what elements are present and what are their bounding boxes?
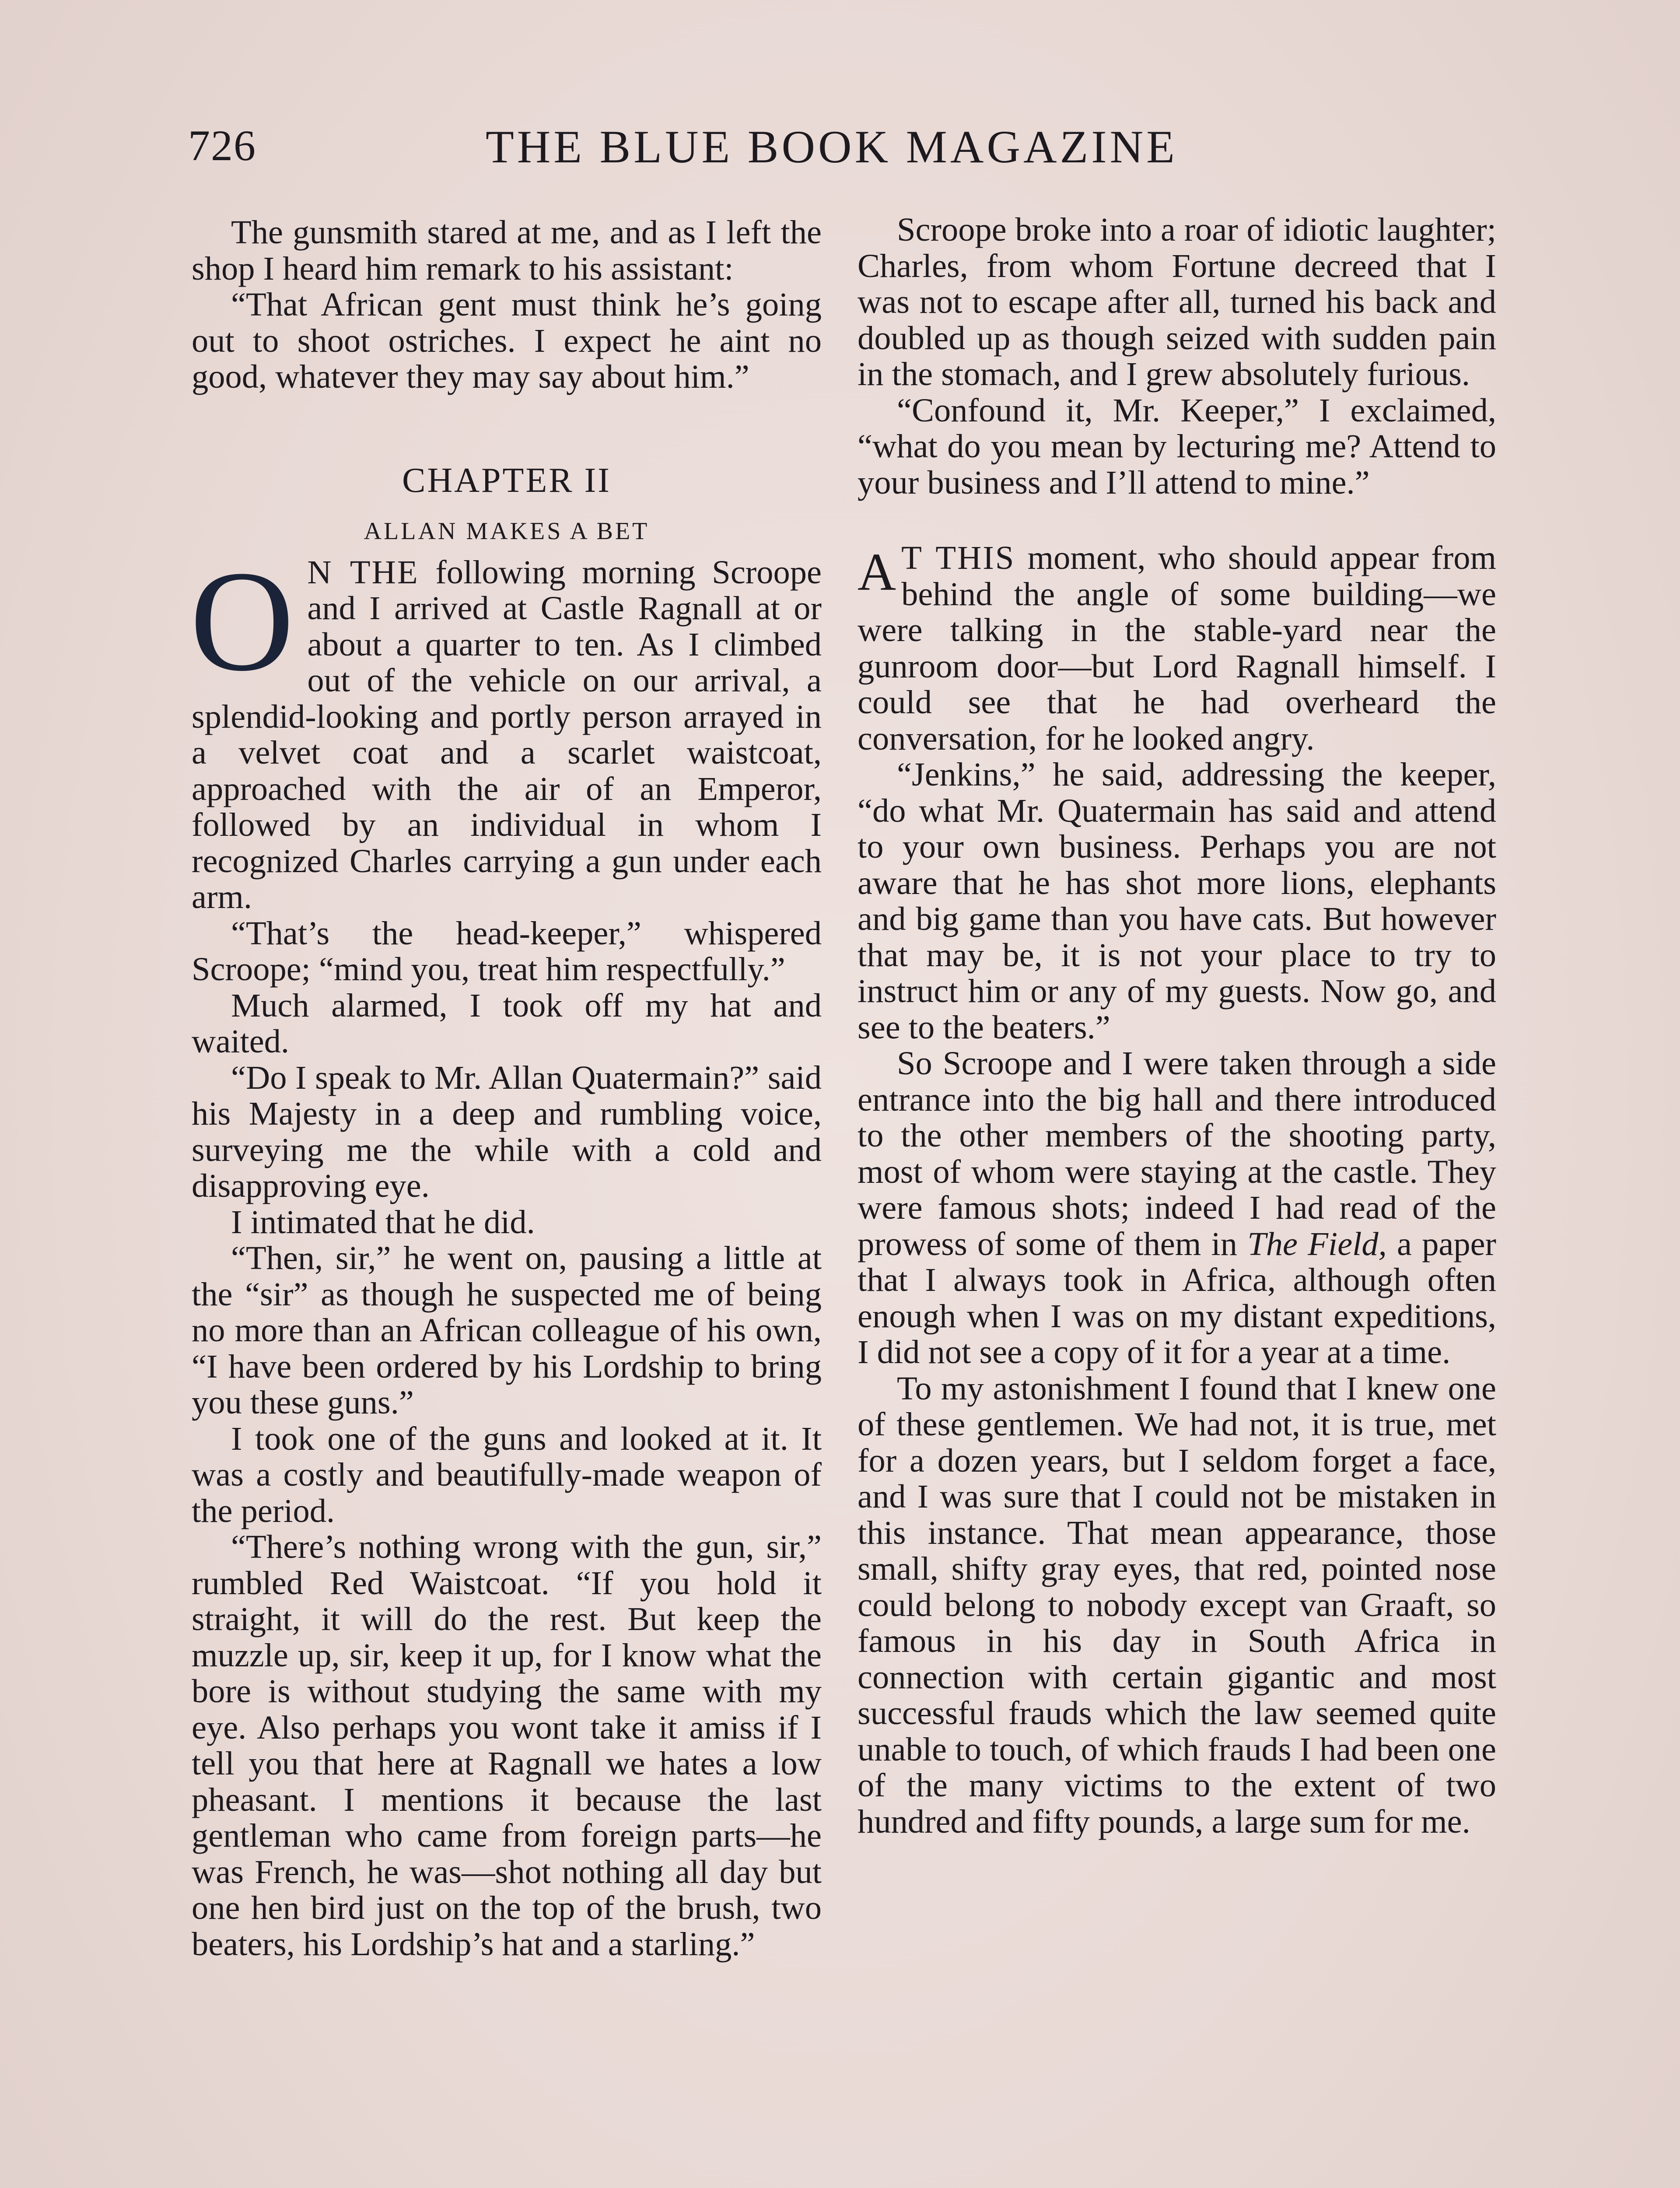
paragraph: I took one of the guns and looked at it. It was a costly and beautifully-made weapon of the period.: [192, 1420, 822, 1529]
right-column: [858, 212, 1496, 1840]
paragraph: The gunsmith stared at me, and as I left the shop I heard him remark to his assistant:: [192, 214, 822, 287]
section-break: [858, 501, 1496, 540]
paragraph-text: moment, who should appear from behind the angle of some building—we were talking in the stable-yard near the gunroom door—but Lord Ragnall himself. I could see that he had overheard the conversation, for he looked angry.: [858, 539, 1497, 757]
paragraph: “Confound it, Mr. Keeper,” I exclaimed, “what do you mean by lecturing me? Attend to your business and I’ll attend to mine.”: [858, 391, 1496, 501]
paragraph: “Do I speak to Mr. Allan Quatermain?” said his Majesty in a deep and rumbling voice, surveying me the while with a cold and disapproving eye.: [192, 1059, 822, 1204]
page-number: 726: [188, 121, 256, 170]
drop-cap: O: [190, 541, 294, 701]
paragraph: “There’s nothing wrong with the gun, sir,” rumbled Red Waistcoat. “If you hold it straight, it will do the rest. But keep the muzzle up, sir, keep it up, for I know what the bore is without studying the same with my eye. Also perhaps you wont take it amiss if I tell you that here at Ragnall we hates a low pheasant. I mentions it because the last gentleman who came from foreign parts—he was French, he was—shot nothing all day but one hen bird just on the top of the brush, two beaters, his Lordship’s hat and a starling.”: [192, 1528, 822, 1963]
paragraph: “That African gent must think he’s going out to shoot ostriches. I expect he aint no good, whatever they may say about him.”: [192, 286, 822, 395]
paragraph: Much alarmed, I took off my hat and waited.: [192, 986, 822, 1060]
paragraph-text: following morning Scroope and I arrived at Castle Ragnall at or about a quarter to ten. As I climbed out of the vehicle on our arrival, a splendid-looking and portly person arrayed in a velvet coat and a scarlet waistcoat, approached with the air of an Emperor, followed by an individual in whom I recognized Charles carrying a gun under each arm.: [192, 553, 822, 915]
paragraph: To my astonishment I found that I knew one of these gentlemen. We had not, it is true, met for a dozen years, but I seldom forget a face, and I was sure that I could not be mistaken in this instance. That mean appearance, those small, shifty gray eyes, that red, pointed nose could belong to nobody except van Graaft, so famous in his day in South Africa in connection with certain gigantic and most successful frauds which the law seemed quite unable to touch, of which frauds I had been one of the many victims to the extent of two hundred and fifty pounds, a large sum for me.: [858, 1369, 1496, 1840]
chapter-heading: CHAPTER II: [402, 461, 611, 500]
left-column: [192, 214, 822, 1962]
paragraph: [858, 1045, 1496, 1371]
chapter-subtitle: ALLAN MAKES A BET: [364, 517, 650, 545]
paragraph-text: a paper that I always took in Africa, although often enough when I was on my distant expeditions, I did not see a copy of it for a year at a time.: [858, 1225, 1496, 1371]
section-opening-paragraph: [858, 540, 1496, 757]
chapter-opening-paragraph: [190, 541, 822, 915]
opening-words: T THIS: [901, 539, 1015, 576]
publication-title: The Field,: [1247, 1225, 1387, 1262]
paragraph: “Then, sir,” he went on, pausing a little at the “sir” as though he suspected me of being no more than an African colleague of his own, “I have been ordered by his Lordship to bring you these guns.”: [192, 1239, 822, 1421]
section-spacer: [192, 395, 822, 461]
opening-words: N THE: [307, 553, 419, 591]
paragraph: I intimated that he did.: [231, 1203, 535, 1241]
paragraph: Scroope broke into a roar of idiotic laughter; Charles, from whom Fortune decreed that I was not to escape after all, turned his back and doubled up as though seized with sudden pain in the stomach, and I grew absolutely furious.: [858, 211, 1496, 393]
magazine-title: THE BLUE BOOK MAGAZINE: [486, 121, 1178, 172]
paragraph: “Jenkins,” he said, addressing the keeper, “do what Mr. Quatermain has said and attend to your own business. Perhaps you are not aware that he has shot more lions, elephants and big game than you have cats. But however that may be, it is not your place to try to instruct him or any of my guests. Now go, and see to the beaters.”: [858, 756, 1496, 1046]
paragraph: “That’s the head-keeper,” whispered Scroope; “mind you, treat him respectfully.”: [192, 914, 822, 988]
drop-cap: A: [858, 543, 896, 602]
paragraph-text: So Scroope and I were taken through a side entrance into the big hall and there introduced to the other members of the shooting party, most of whom were staying at the castle. They were famous shots; indeed I had read of the prowess of some of them in: [858, 1045, 1496, 1262]
page-header: [188, 120, 1501, 177]
